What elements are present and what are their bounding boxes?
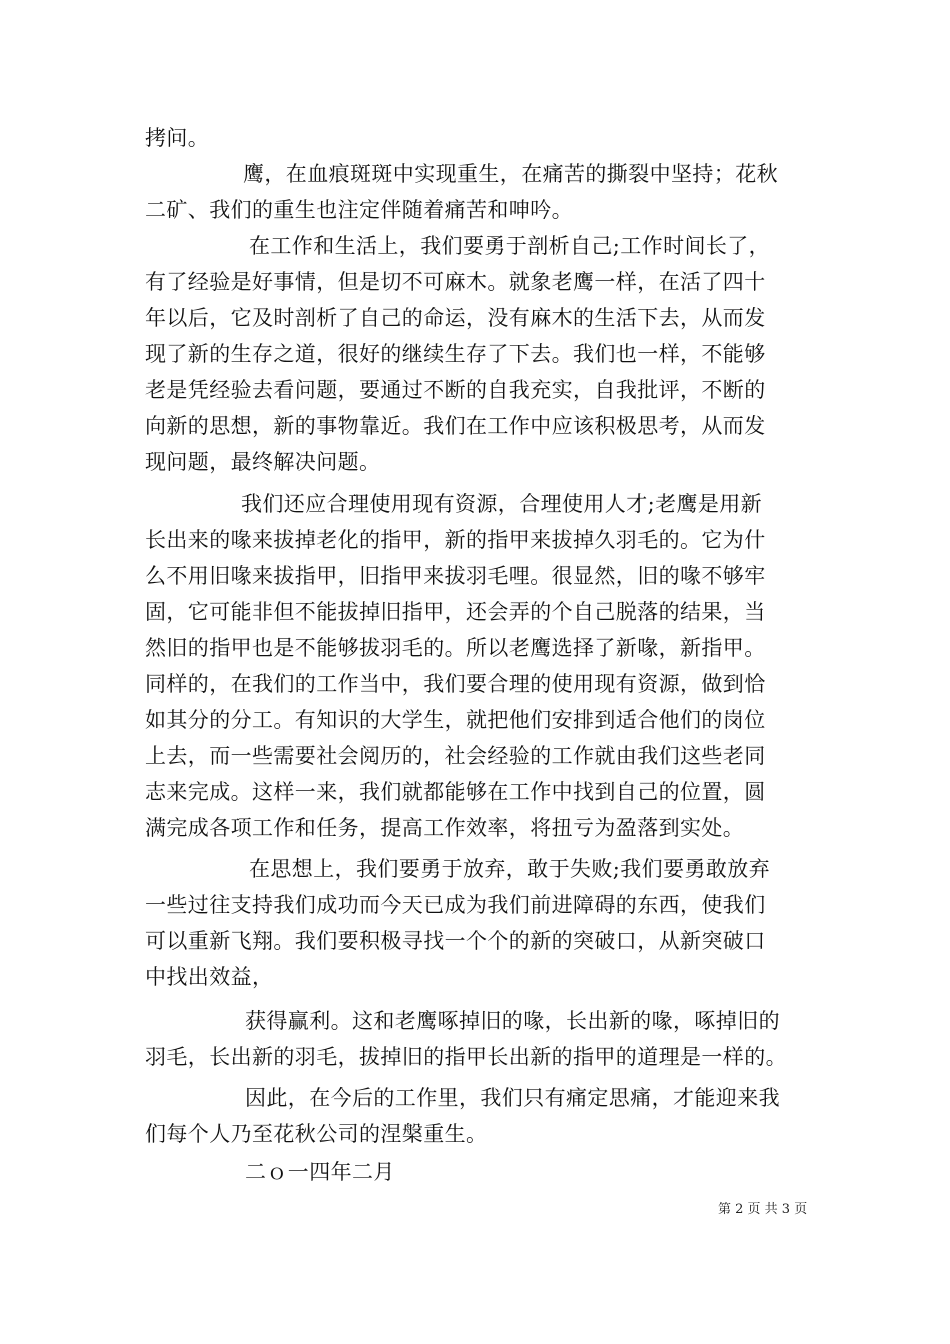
paragraph-line: 有了经验是好事情，但是切不可麻木。就象老鹰一样，在活了四十 (145, 270, 766, 294)
paragraph-line: 志来完成。这样一来，我们就都能够在工作中找到自己的位置，圆 (145, 780, 766, 804)
paragraph-line: 羽毛，长出新的羽毛，拔掉旧的指甲长出新的指甲的道理是一样的。 (145, 1045, 787, 1069)
paragraph-line: 上去，而一些需要社会阅历的，社会经验的工作就由我们这些老同 (145, 744, 766, 768)
paragraph-line: 拷问。 (145, 126, 210, 150)
paragraph-line: 同样的，在我们的工作当中，我们要合理的使用现有资源，做到恰 (145, 672, 766, 696)
paragraph-line: 们每个人乃至花秋公司的涅槃重生。 (145, 1122, 488, 1146)
paragraph-line: 固，它可能非但不能拔掉旧指甲，还会弄的个自己脱落的结果，当 (145, 600, 766, 624)
paragraph-line: 向新的思想，新的事物靠近。我们在工作中应该积极思考，从而发 (145, 414, 766, 438)
paragraph-line: 可以重新飞翔。我们要积极寻找一个个的新的突破口，从新突破口 (145, 929, 766, 953)
paragraph-line: 鹰，在血痕斑斑中实现重生，在痛苦的撕裂中坚持；花秋 (243, 162, 778, 186)
paragraph-line: 如其分的分工。有知识的大学生，就把他们安排到适合他们的岗位 (145, 708, 766, 732)
paragraph-line: 中找出效益， (145, 965, 274, 989)
paragraph-line: 然旧的指甲也是不能够拔羽毛的。所以老鹰选择了新喙，新指甲。 (145, 636, 766, 660)
paragraph-line: 在工作和生活上，我们要勇于剖析自己;工作时间长了， (249, 234, 771, 258)
paragraph-line: 年以后，它及时剖析了自己的命运，没有麻木的生活下去，从而发 (145, 306, 766, 330)
paragraph-line: 满完成各项工作和任务，提高工作效率，将扭亏为盈落到实处。 (145, 816, 745, 840)
paragraph-line: 一些过往支持我们成功而今天已成为我们前进障碍的东西，使我们 (145, 893, 766, 917)
paragraph-line: 么不用旧喙来拔指甲，旧指甲来拔羽毛哩。很显然，旧的喙不够牢 (145, 564, 766, 588)
paragraph-line: 二矿、我们的重生也注定伴随着痛苦和呻吟。 (145, 198, 573, 222)
paragraph-line: 因此，在今后的工作里，我们只有痛定思痛，才能迎来我 (245, 1086, 780, 1110)
paragraph-line: 在思想上，我们要勇于放弃，敢于失败;我们要勇敢放弃 (249, 857, 771, 881)
paragraph-line: 老是凭经验去看问题，要通过不断的自我充实，自我批评，不断的 (145, 378, 766, 402)
paragraph-line: 现问题，最终解决问题。 (145, 450, 381, 474)
paragraph-line: 我们还应合理使用现有资源，合理使用人才;老鹰是用新 (241, 492, 763, 516)
paragraph-line: 现了新的生存之道，很好的继续生存了下去。我们也一样，不能够 (145, 342, 766, 366)
date-line: 二ｏ一四年二月 (245, 1160, 395, 1184)
page-number-footer: 第 2 页 共 3 页 (718, 1202, 808, 1217)
paragraph-line: 获得赢利。这和老鹰啄掉旧的喙，长出新的喙，啄掉旧的 (245, 1009, 780, 1033)
paragraph-line: 长出来的喙来拔掉老化的指甲，新的指甲来拔掉久羽毛的。它为什 (145, 528, 766, 552)
